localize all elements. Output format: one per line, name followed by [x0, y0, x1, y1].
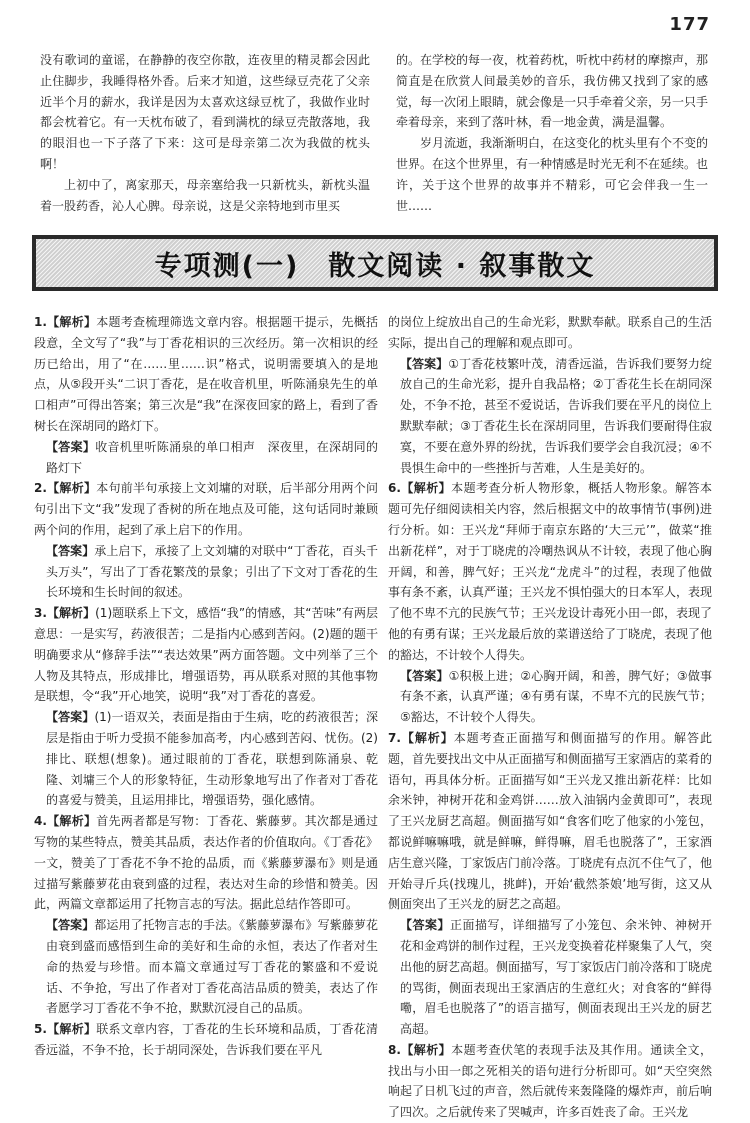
answer-item: 【答案】①积极上进；②心胸开阔，和善，脾气好；③做事有条不紊，认真严谨；④有勇有谋，不卑不亢的民族气节；⑤豁达，不计较个人得失。	[400, 668, 712, 725]
answer-item: 【答案】承上启下，承接了上文刘墉的对联中“丁香花，百头千头万头”，写出了丁香花繁茂的景象；引出了下文对丁香花的生长环境和生长时间的叙述。	[46, 543, 378, 600]
section-title: 专项测(一) 散文阅读 · 叙事散文	[154, 250, 596, 282]
page-number: 177	[669, 14, 710, 35]
answer-item: 5.【解析】联系文章内容，丁香花的生长环境和品质，丁香花清香远溢，不争不抢，长于胡同深处，告诉我们要在平凡	[34, 1022, 378, 1057]
answer-column-left	[34, 312, 378, 1061]
answer-item: 【答案】收音机里听陈涌泉的单口相声 深夜里，在深胡同的路灯下	[46, 439, 378, 475]
answer-item: 【答案】正面描写，详细描写了小笼包、余米钟、神树开花和金鸡饼的制作过程，王兴龙变换着花样聚集了人气，突出他的厨艺高超。侧面描写，写丁家饭店门前冷落和丁晓虎的骂街，侧面表现出王家酒店的生意红火；对食客的“鲜得嘞，眉毛也脱落了”的语言描写，侧面表现出王兴龙的厨艺高超。	[400, 918, 713, 1037]
story-paragraph: 岁月流逝，我渐渐明白，在这变化的枕头里有个不变的世界。在这个世界里，有一种情感是时光无利不在延续。也许，关于这个世界的故事并不精彩，可它会伴我一生一世……	[396, 136, 709, 213]
answer-item: 7.【解析】本题考查正面描写和侧面描写的作用。解答此题，首先要找出文中从正面描写和侧面描写王家酒店的菜肴的语句，再具体分析。正面描写如“王兴龙又推出新花样：比如余米钟，神树开花和金鸡饼……放入油锅内金黄即可”，表现了王兴龙厨艺高超。侧面描写如“食客们吃了他家的小笼包，都说鲜嘛嘛哦，就是鲜嘛，鲜得嘛，眉毛也脱落了”，王家酒店生意兴隆，丁家饭店门前冷落。丁晓虎有点沉不住气了，他开始寻斤兵(找瑰儿，挑衅)，开始‘截然茶娘’地写街，这又从侧面突出了王兴龙的厨艺之高超。	[388, 730, 713, 912]
answer-item: 4.【解析】首先两者都是写物：丁香花、紫藤萝。其次都是通过写物的某些特点，赞美其品质，表达作者的价值取向。《丁香花》一文，赞美了丁香花不争不抢的品质，而《紫藤萝瀑布》则是通过描写紫藤萝花由衰到盛的过程，表达对生命的珍惜和赞美。因此，两篇文章都运用了托物言志的写法。据此总结作答即可。	[34, 814, 378, 912]
answer-item: 【答案】(1)一语双关，表面是指由于生病，吃的药液很苦；深层是指由于听力受损不能参加高考，内心感到苦闷、忧伤。(2)排比、联想(想象)。通过眼前的丁香花，联想到陈涌泉、乾隆、刘墉三个人的形象特征，生动形象地写出了作者对丁香花的喜爱与赞美，且运用排比，增强语势，强化感情。	[46, 710, 378, 808]
answer-item: 的岗位上绽放出自己的生命光彩，默默奉献。联系自己的生活实际，提出自己的理解和观点即可。	[388, 315, 713, 350]
story-paragraph: 没有歌词的童谣，在静静的夜空你散，连夜里的精灵都会因此止住脚步，我睡得格外香。后来才知道，这些绿豆壳花了父亲近半个月的薪水，我详是因为太喜欢这绿豆枕了，我做作业时都会枕着它。有一天枕布破了，看到满枕的绿豆壳散落地，我的眼泪也一下子落了下来：这可是母亲第二次为我做的枕头啊！	[40, 53, 370, 171]
answer-item: 2.【解析】本句前半句承接上文刘墉的对联，后半部分用两个问句引出下文“我”发现了香树的所在地点及可能，这句话同时兼顾两个问的作用，起到了承上启下的作用。	[34, 481, 378, 537]
story-paragraph: 上初中了，离家那天，母亲塞给我一只新枕头，新枕头温着一股药香，沁人心脾。母亲说，这是父亲特地到市里买	[40, 177, 370, 213]
answer-item: 【答案】都运用了托物言志的手法。《紫藤萝瀑布》写紫藤萝花由衰到盛而感悟到生命的美好和生命的永恒，表达了作者对生命的热爱与珍惜。而本篇文章通过写丁香花的繁盛和不爱说话、不争抢，写出了作者对丁香花高洁品质的赞美，表达了作者愿学习丁香花不争不抢，默默沉浸自己的品质。	[46, 918, 378, 1016]
answer-item: 6.【解析】本题考查分析人物形象，概括人物形象。解答本题可先仔细阅读相关内容，然后根据文中的故事情节(事例)进行分析。如：王兴龙“拜师于南京东路的‘大三元’”，做菜“推出新花样”，对于丁晓虎的冷嘲热讽从不计较，表现了他心胸开阔，和善，脾气好；王兴龙“龙虎斗”的过程，表现了他做事有条不紊，认真严谨；王兴龙不惧怕强大的日本军人，表现了他不卑不亢的民族气节；王兴龙设计毒死小田一郎，表现了他的有勇有谋；王兴龙最后放的菜谱送给了丁晓虎，表现了他的豁达，不计较个人得失。	[388, 481, 713, 662]
story-paragraph: 的。在学校的每一夜，枕着药枕，听枕中药材的摩擦声，那简直是在欣赏人间最美妙的音乐，我仿佛又找到了家的感觉，每一次闭上眼睛，就会像是一只手牵着父亲，另一只手牵着母亲，来到了落叶林，看一地金黄，满是温馨。	[396, 53, 709, 130]
answer-item: 3.【解析】(1)题联系上下文，感悟“我”的情感，其“苦味”有两层意思：一是实写，药液很苦；二是指内心感到苦闷。(2)题的题干明确要求从“修辞手法”“表达效果”两方面答题。文中列举了三个人物及其特点，形成排比，增强语势，再从联系对照的其他事物是联想，令“我”开心地笑，说明“我”对丁香花的喜爱。	[34, 606, 378, 704]
section-banner	[32, 235, 718, 291]
answer-column-right	[388, 312, 712, 1123]
story-column-left	[40, 50, 370, 216]
story-column-right	[396, 50, 708, 216]
answer-item: 【答案】①丁香花枝繁叶茂，清香远溢，告诉我们要努力绽放自己的生命光彩，提升自我品格；②丁香花生长在胡同深处，不争不抢，甚至不爱说话，告诉我们要在平凡的岗位上默默奉献；③丁香花生长在深胡同里，告诉我们要耐得住寂寞，不要在意外界的纷扰，告诉我们要学会自我沉浸；④不畏惧生命中的一些挫折与苦难，人生是美好的。	[400, 356, 713, 475]
answer-item: 1.【解析】本题考查梳理筛选文章内容。根据题干提示，先概括段意，全文写了“我”与丁香花相识的三次经历。第一次相识的经历已给出，用了“在……里……识”格式，说明需要填入的是地点，从⑤段开头“二识丁香花，是在收音机里，听陈涌泉先生的单口相声”可得出答案；第三次是“我”在深夜回家的路上，看到了香树长在深胡同的路灯下。	[34, 315, 378, 433]
answer-item: 8.【解析】本题考查伏笔的表现手法及其作用。通读全文，找出与小田一郎之死相关的语句进行分析即可。如“天空突然响起了日机飞过的声音，然后就传来轰隆隆的爆炸声，前后响了四次。之后就传来了哭喊声，许多百姓丧了命。王兴龙	[388, 1042, 713, 1120]
